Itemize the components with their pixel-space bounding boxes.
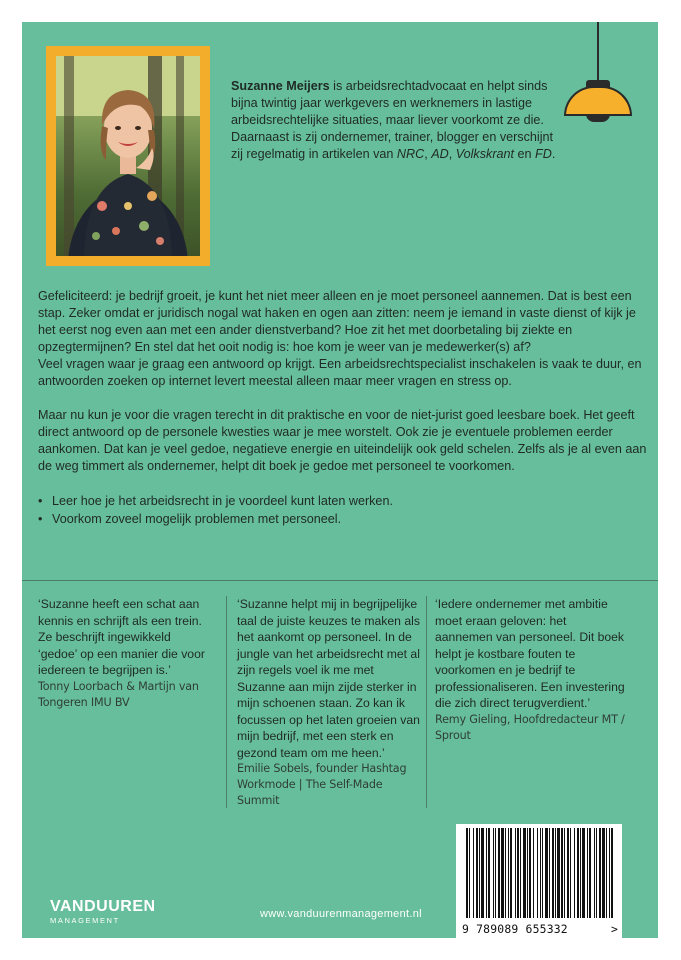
author-photo-frame	[46, 46, 210, 266]
bio-separator: ,	[448, 147, 456, 161]
barcode-bar	[527, 828, 528, 918]
testimonial-attribution: Emilie Sobels, founder Hashtag Workmode | The Self-Made Summit	[237, 762, 407, 807]
barcode-bar	[520, 828, 521, 918]
section-divider	[22, 580, 658, 581]
bio-text: is arbeidsrechtadvocaat en helpt sinds bijna twintig jaar werkgevers en werknemers in lastige arbeidsrechtelijke situaties, maar liever voorkomt ze die. Daarnaast is zij ondernemer, trainer, blogger en verschijnt zij regelmatig in artikelen van	[231, 79, 554, 161]
benefit-list	[38, 492, 648, 528]
blurb-paragraph	[38, 288, 648, 390]
barcode-bar	[570, 828, 571, 918]
lamp-icon	[564, 86, 632, 116]
blurb-paragraph-1b: Veel vragen waar je graag een antwoord op krijgt. Een arbeidsrechtspecialist inschakelen is vaak te duur, en antwoorden zoeken op internet levert meestal alleen maar meer vragen en stress op.	[38, 357, 642, 388]
testimonial-text: ‘Suzanne heeft een schat aan kennis en schrijft als een trein. Ze beschrijft ingewikkeld ‘gedoe’ op een manier die voor iedereen te begrijpen is.’	[38, 597, 205, 677]
barcode-bar	[510, 828, 512, 918]
bio-separator: en	[514, 147, 536, 161]
testimonial-text: ‘Iedere ondernemer met ambitie moet eraan geloven: het aannemen van personeel. Dit boek helpt je kostbare fouten te voorkomen en je bedrijf te professionaliseren. Een investering die zich direct terugverdient.’	[435, 597, 625, 710]
testimonial	[435, 596, 625, 744]
publisher-brand: VANDUUREN	[50, 898, 156, 915]
author-photo	[56, 56, 200, 256]
bio-media-ad: AD	[431, 147, 449, 161]
author-bio	[231, 78, 561, 163]
barcode-bar	[555, 828, 556, 918]
barcode-bar	[577, 828, 579, 918]
barcode-bar	[574, 828, 575, 918]
testimonial-attribution: Tonny Loorbach & Martijn van Tongeren IMU BV	[38, 679, 199, 709]
barcode-bar	[596, 828, 597, 918]
barcode-bar	[473, 828, 474, 918]
testimonial-text: ‘Suzanne helpt mij in begrijpelijke taal de juiste keuzes te maken als het aankomt op personeel. In de jungle van het arbeidsrecht met al zijn regels voel ik me met Suzanne aan mijn zijde sterker in mijn schoenen staan. Zo kan ik focussen op het laten groeien van mijn bedrijf, met een sterk en gezond team om me heen.’	[237, 597, 420, 760]
blurb-paragraph-2: Maar nu kun je voor die vragen terecht in dit praktische en voor de niet-jurist goed leesbare boek. Het geeft direct antwoord op de personele kwesties waar je mee worstelt. Ook zie je eventuele problemen eerder aankomen. Dat kan je veel gedoe, negatieve energie en uiteindelijk ook geld schelen. Zelfs als je al even aan de weg timmert als ondernemer, helpt dit boek je gedoe met personeel te voorkomen.	[38, 408, 647, 473]
barcode-bar	[567, 828, 569, 918]
barcode-bar	[611, 828, 613, 918]
barcode-bar	[488, 828, 490, 918]
barcode-bar	[582, 828, 585, 918]
barcode-bar	[493, 828, 494, 918]
barcode-bar	[469, 828, 470, 918]
isbn-digits: 9 789089 655332	[462, 922, 568, 936]
barcode-bar	[609, 828, 610, 918]
author-name: Suzanne Meijers	[231, 79, 330, 93]
testimonial-divider	[226, 596, 227, 808]
bio-media-nrc: NRC	[396, 147, 425, 161]
barcode-bar	[557, 828, 560, 918]
barcode-bar	[540, 828, 541, 918]
barcode-bar	[587, 828, 588, 918]
barcode-bar	[481, 828, 484, 918]
barcode-bar	[501, 828, 504, 918]
testimonial	[237, 596, 423, 809]
barcode-bar	[533, 828, 534, 918]
barcode-bar	[602, 828, 605, 918]
barcode-bar	[545, 828, 548, 918]
publisher-imprint: MANAGEMENT	[50, 916, 120, 925]
blurb	[38, 288, 648, 528]
author-photo-illustration	[56, 56, 200, 256]
isbn-barcode	[456, 824, 622, 938]
benefit-item: • Voorkom zoveel mogelijk problemen met personeel.	[38, 510, 648, 528]
bio-end: .	[551, 147, 556, 161]
testimonial	[38, 596, 208, 711]
lamp-bulb	[586, 114, 610, 122]
barcode-bar	[529, 828, 531, 918]
barcode-graphic	[460, 828, 618, 920]
testimonials	[38, 596, 648, 806]
barcode-bar	[564, 828, 565, 918]
testimonial-attribution: Remy Gieling, Hoofdredacteur MT / Sprout	[435, 712, 625, 742]
barcode-bar	[561, 828, 563, 918]
barcode-bar	[517, 828, 519, 918]
barcode-bar	[495, 828, 496, 918]
barcode-bar	[594, 828, 595, 918]
publisher-website[interactable]: www.vanduurenmanagement.nl	[260, 908, 422, 920]
lamp-cord	[597, 22, 599, 84]
back-cover	[22, 22, 658, 938]
bio-media-volkskrant: Volkskrant	[455, 147, 515, 161]
barcode-bar	[508, 828, 509, 918]
barcode-bar	[466, 828, 468, 918]
barcode-bar	[542, 828, 543, 918]
blurb-paragraph-1: Gefeliciteerd: je bedrijf groeit, je kunt het niet meer alleen en je moet personeel aannemen. Dat is best een stap. Zeker omdat er juridisch nogal wat haken en ogen aan zitten: neem je iemand in vaste dienst of kijk je het eerst nog even aan met een ander dienstverband? Hoe zit het met doorbetaling bij ziekte en opzegtermijnen? En stel dat het ooit nodig is: hoe kom je weer van je medewerker(s) af?	[38, 289, 636, 354]
barcode-bar	[580, 828, 581, 918]
barcode-bar	[552, 828, 554, 918]
barcode-bar	[486, 828, 487, 918]
testimonial-divider	[426, 596, 427, 808]
isbn-suffix: >	[610, 922, 618, 936]
barcode-bar	[505, 828, 506, 918]
bio-separator: ,	[424, 147, 432, 161]
barcode-bar	[523, 828, 526, 918]
barcode-bar	[479, 828, 480, 918]
barcode-bar	[599, 828, 601, 918]
benefit-item: • Leer hoe je het arbeidsrecht in je voordeel kunt laten werken.	[38, 492, 648, 510]
barcode-bar	[476, 828, 478, 918]
bio-media-fd: FD	[535, 147, 552, 161]
barcode-bar	[515, 828, 516, 918]
isbn-number	[462, 922, 618, 936]
barcode-bar	[589, 828, 591, 918]
barcode-bar	[537, 828, 538, 918]
publisher-logo	[50, 898, 156, 925]
barcode-bar	[606, 828, 607, 918]
barcode-bar	[549, 828, 550, 918]
barcode-bar	[498, 828, 500, 918]
